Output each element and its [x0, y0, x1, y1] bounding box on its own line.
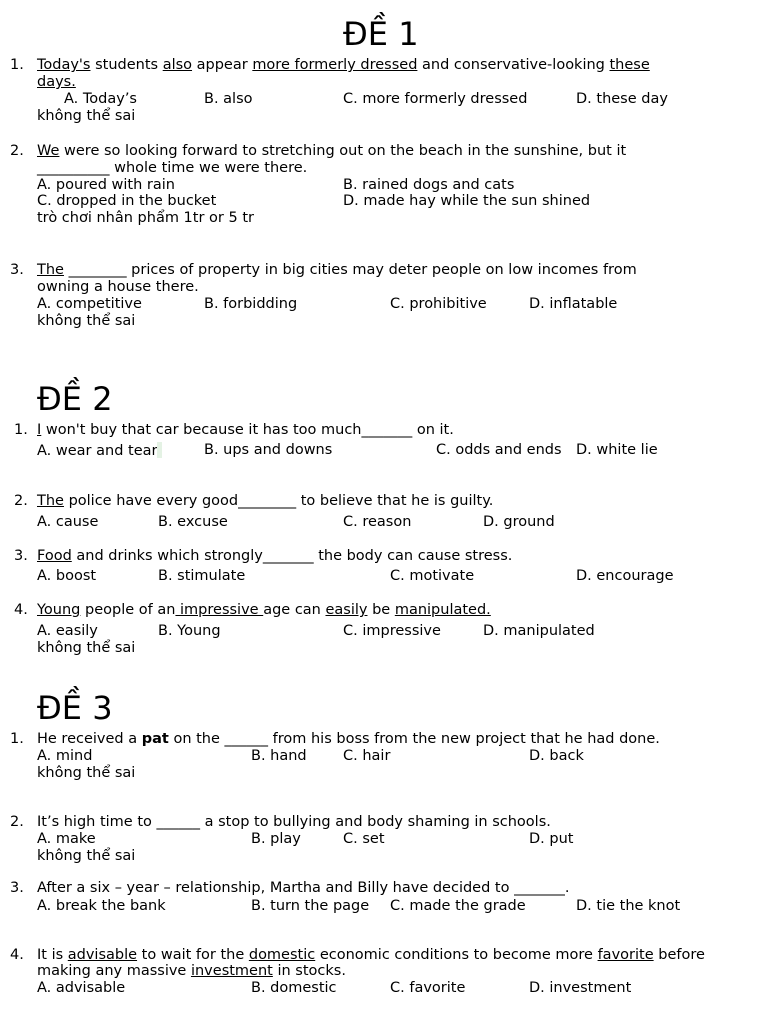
option-d: D. back — [529, 748, 584, 764]
option-b: B. ups and downs — [204, 442, 333, 458]
option-d: D. ground — [483, 514, 555, 530]
question-number: 4. — [14, 602, 28, 618]
option-c: C. impressive — [343, 623, 441, 639]
question-number: 2. — [14, 493, 28, 509]
question-text: The ________ prices of property in big cities may deter people on low incomes from — [37, 262, 637, 278]
question-number: 1. — [10, 731, 24, 747]
question-number: 4. — [10, 947, 24, 963]
option-d: D. these day — [576, 91, 668, 107]
question-text: Today's students also appear more formerly dressed and conservative-looking these — [37, 57, 650, 73]
question-text-line2: making any massive investment in stocks. — [37, 963, 346, 979]
question-number: 3. — [14, 548, 28, 564]
option-c: C. set — [343, 831, 385, 847]
answer-note: không thể sai — [37, 765, 136, 781]
option-a: A. easily — [37, 623, 98, 639]
section-title-1: ĐỀ 1 — [343, 15, 419, 53]
option-c: C. prohibitive — [390, 296, 487, 312]
question-text: After a six – year – relationship, Martha and Billy have decided to _______. — [37, 880, 570, 896]
option-b: B. Young — [158, 623, 221, 639]
section-title-2: ĐỀ 2 — [37, 380, 113, 418]
option-b: B. play — [251, 831, 301, 847]
text-highlight — [157, 442, 162, 458]
option-d: D. inflatable — [529, 296, 618, 312]
option-a: A. wear and tear — [37, 442, 162, 460]
answer-note: không thể sai — [37, 848, 136, 864]
question-text: He received a pat on the ______ from his boss from the new project that he had done. — [37, 731, 660, 747]
option-a: A. boost — [37, 568, 97, 584]
answer-note: không thể sai — [37, 313, 136, 329]
option-d: D. encourage — [576, 568, 674, 584]
question-text-line2: days. — [37, 74, 76, 90]
option-c: C. dropped in the bucket — [37, 193, 217, 209]
option-c: C. made the grade — [390, 898, 526, 914]
option-d: D. white lie — [576, 442, 658, 458]
answer-note: không thể sai — [37, 640, 136, 656]
option-c: C. motivate — [390, 568, 475, 584]
option-a: A. advisable — [37, 980, 126, 996]
question-number: 3. — [10, 262, 24, 278]
option-b: B. excuse — [158, 514, 228, 530]
option-b: B. also — [204, 91, 253, 107]
question-text: The police have every good________ to believe that he is guilty. — [37, 493, 494, 509]
question-number: 2. — [10, 814, 24, 830]
question-text: We were so looking forward to stretching out on the beach in the sunshine, but it — [37, 143, 627, 159]
option-b: B. rained dogs and cats — [343, 177, 515, 193]
option-c: C. odds and ends — [436, 442, 562, 458]
question-number: 1. — [10, 57, 24, 73]
option-a: A. break the bank — [37, 898, 166, 914]
section-title-3: ĐỀ 3 — [37, 689, 113, 727]
question-text: It is advisable to wait for the domestic economic conditions to become more favorite before — [37, 947, 705, 963]
option-c: C. reason — [343, 514, 412, 530]
question-number: 2. — [10, 143, 24, 159]
question-number: 3. — [10, 880, 24, 896]
option-b: B. domestic — [251, 980, 337, 996]
option-d: D. manipulated — [483, 623, 595, 639]
option-b: B. hand — [251, 748, 307, 764]
question-text: I won't buy that car because it has too much_______ on it. — [37, 422, 454, 438]
option-d: D. tie the knot — [576, 898, 681, 914]
question-text: Young people of an impressive age can easily be manipulated. — [37, 602, 491, 618]
option-a: A. make — [37, 831, 96, 847]
question-text-line2: owning a house there. — [37, 279, 199, 295]
option-a: A. poured with rain — [37, 177, 175, 193]
answer-note: trò chơi nhân phẩm 1tr or 5 tr — [37, 210, 254, 226]
option-c: C. favorite — [390, 980, 466, 996]
option-b: B. turn the page — [251, 898, 370, 914]
option-d: D. put — [529, 831, 574, 847]
option-c: C. more formerly dressed — [343, 91, 528, 107]
option-c: C. hair — [343, 748, 391, 764]
question-number: 1. — [14, 422, 28, 438]
question-text: It’s high time to ______ a stop to bullying and body shaming in schools. — [37, 814, 551, 830]
option-a: A. competitive — [37, 296, 142, 312]
option-a: A. Today’s — [64, 91, 137, 107]
option-b: B. stimulate — [158, 568, 246, 584]
option-b: B. forbidding — [204, 296, 298, 312]
option-d: D. investment — [529, 980, 632, 996]
option-a: A. cause — [37, 514, 99, 530]
question-text: Food and drinks which strongly_______ the body can cause stress. — [37, 548, 513, 564]
answer-note: không thể sai — [37, 108, 136, 124]
question-text-line2: __________ whole time we were there. — [37, 160, 308, 176]
option-a: A. mind — [37, 748, 93, 764]
option-d: D. made hay while the sun shined — [343, 193, 591, 209]
